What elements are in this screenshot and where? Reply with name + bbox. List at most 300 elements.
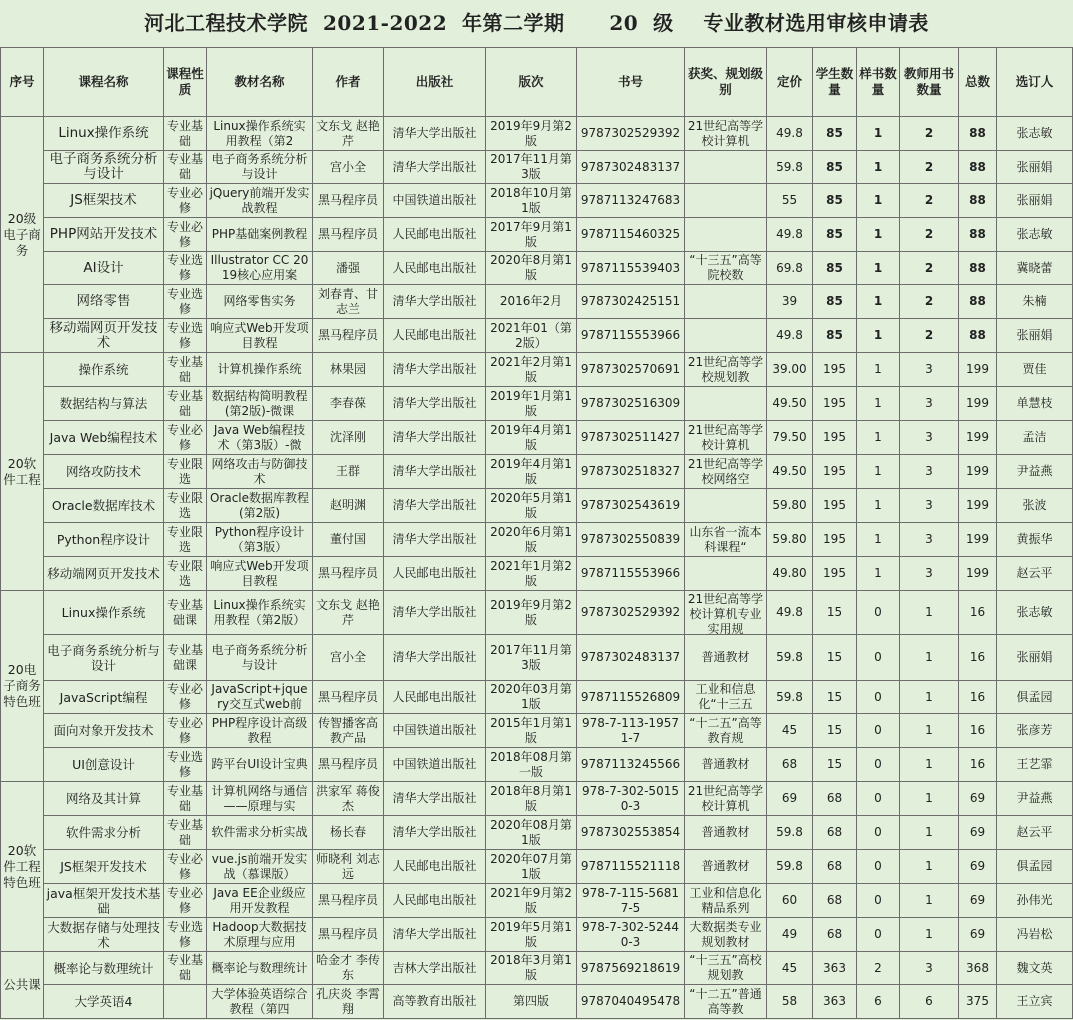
isbn-cell[interactable] bbox=[577, 353, 685, 387]
orderer-cell[interactable] bbox=[997, 557, 1073, 591]
course-name-cell[interactable] bbox=[44, 353, 164, 387]
textbook-name-cell[interactable] bbox=[207, 850, 313, 884]
course-name-cell[interactable] bbox=[44, 985, 164, 1019]
award-cell[interactable] bbox=[685, 184, 767, 218]
teacher-copy-cell[interactable] bbox=[900, 850, 959, 884]
group-label-cell[interactable]: 公共课 bbox=[1, 952, 44, 1019]
author-cell[interactable] bbox=[313, 918, 384, 952]
edition-cell[interactable] bbox=[486, 952, 577, 985]
student-count-cell[interactable] bbox=[813, 782, 857, 816]
publisher-cell[interactable] bbox=[384, 117, 486, 151]
orderer-cell[interactable] bbox=[997, 884, 1073, 918]
course-name-cell[interactable] bbox=[44, 850, 164, 884]
author-cell[interactable] bbox=[313, 681, 384, 714]
award-cell[interactable] bbox=[685, 591, 767, 635]
award-cell[interactable] bbox=[685, 117, 767, 151]
edition-cell[interactable] bbox=[486, 681, 577, 714]
course-type-cell[interactable] bbox=[164, 918, 207, 952]
student-count-cell[interactable] bbox=[813, 387, 857, 421]
total-cell[interactable] bbox=[959, 218, 997, 252]
edition-cell[interactable] bbox=[486, 489, 577, 523]
publisher-cell[interactable] bbox=[384, 884, 486, 918]
teacher-copy-cell[interactable] bbox=[900, 557, 959, 591]
award-cell[interactable] bbox=[685, 252, 767, 285]
price-cell[interactable] bbox=[767, 591, 813, 635]
total-cell[interactable] bbox=[959, 557, 997, 591]
course-name-cell[interactable] bbox=[44, 489, 164, 523]
award-cell[interactable] bbox=[685, 523, 767, 557]
course-type-cell[interactable] bbox=[164, 489, 207, 523]
isbn-cell[interactable] bbox=[577, 151, 685, 184]
course-type-cell[interactable] bbox=[164, 816, 207, 850]
orderer-cell[interactable] bbox=[997, 714, 1073, 748]
isbn-cell[interactable] bbox=[577, 952, 685, 985]
award-cell[interactable] bbox=[685, 714, 767, 748]
award-cell[interactable] bbox=[685, 455, 767, 489]
publisher-cell[interactable] bbox=[384, 918, 486, 952]
isbn-cell[interactable] bbox=[577, 816, 685, 850]
orderer-cell[interactable] bbox=[997, 952, 1073, 985]
student-count-cell[interactable] bbox=[813, 884, 857, 918]
publisher-cell[interactable] bbox=[384, 319, 486, 353]
column-header[interactable]: 课程名称 bbox=[44, 48, 164, 117]
course-name-cell[interactable] bbox=[44, 523, 164, 557]
orderer-cell[interactable] bbox=[997, 918, 1073, 952]
award-cell[interactable] bbox=[685, 816, 767, 850]
column-header[interactable]: 书号 bbox=[577, 48, 685, 117]
author-cell[interactable] bbox=[313, 884, 384, 918]
teacher-copy-cell[interactable] bbox=[900, 782, 959, 816]
student-count-cell[interactable] bbox=[813, 635, 857, 681]
course-type-cell[interactable] bbox=[164, 353, 207, 387]
isbn-cell[interactable] bbox=[577, 489, 685, 523]
author-cell[interactable] bbox=[313, 952, 384, 985]
student-count-cell[interactable] bbox=[813, 523, 857, 557]
award-cell[interactable] bbox=[685, 489, 767, 523]
publisher-cell[interactable] bbox=[384, 285, 486, 319]
course-name-cell[interactable] bbox=[44, 184, 164, 218]
isbn-cell[interactable] bbox=[577, 218, 685, 252]
publisher-cell[interactable] bbox=[384, 985, 486, 1019]
total-cell[interactable] bbox=[959, 816, 997, 850]
sample-count-cell[interactable] bbox=[857, 319, 900, 353]
teacher-copy-cell[interactable] bbox=[900, 151, 959, 184]
sample-count-cell[interactable] bbox=[857, 782, 900, 816]
edition-cell[interactable] bbox=[486, 884, 577, 918]
isbn-cell[interactable] bbox=[577, 985, 685, 1019]
price-cell[interactable] bbox=[767, 353, 813, 387]
textbook-name-cell[interactable] bbox=[207, 151, 313, 184]
student-count-cell[interactable] bbox=[813, 455, 857, 489]
orderer-cell[interactable] bbox=[997, 591, 1073, 635]
orderer-cell[interactable] bbox=[997, 184, 1073, 218]
course-name-cell[interactable] bbox=[44, 455, 164, 489]
sample-count-cell[interactable] bbox=[857, 353, 900, 387]
price-cell[interactable] bbox=[767, 252, 813, 285]
price-cell[interactable] bbox=[767, 117, 813, 151]
sample-count-cell[interactable] bbox=[857, 184, 900, 218]
publisher-cell[interactable] bbox=[384, 557, 486, 591]
group-label-cell[interactable]: 20电子商务特色班 bbox=[1, 591, 44, 782]
course-name-cell[interactable] bbox=[44, 557, 164, 591]
isbn-cell[interactable] bbox=[577, 884, 685, 918]
author-cell[interactable] bbox=[313, 635, 384, 681]
sample-count-cell[interactable] bbox=[857, 591, 900, 635]
student-count-cell[interactable] bbox=[813, 850, 857, 884]
sample-count-cell[interactable] bbox=[857, 117, 900, 151]
course-name-cell[interactable] bbox=[44, 884, 164, 918]
student-count-cell[interactable] bbox=[813, 748, 857, 782]
course-name-cell[interactable] bbox=[44, 387, 164, 421]
total-cell[interactable] bbox=[959, 748, 997, 782]
edition-cell[interactable] bbox=[486, 285, 577, 319]
publisher-cell[interactable] bbox=[384, 681, 486, 714]
price-cell[interactable] bbox=[767, 985, 813, 1019]
price-cell[interactable] bbox=[767, 635, 813, 681]
edition-cell[interactable] bbox=[486, 455, 577, 489]
total-cell[interactable] bbox=[959, 782, 997, 816]
teacher-copy-cell[interactable] bbox=[900, 985, 959, 1019]
publisher-cell[interactable] bbox=[384, 151, 486, 184]
total-cell[interactable] bbox=[959, 523, 997, 557]
textbook-name-cell[interactable] bbox=[207, 319, 313, 353]
sample-count-cell[interactable] bbox=[857, 557, 900, 591]
student-count-cell[interactable] bbox=[813, 421, 857, 455]
student-count-cell[interactable] bbox=[813, 252, 857, 285]
isbn-cell[interactable] bbox=[577, 782, 685, 816]
course-type-cell[interactable] bbox=[164, 850, 207, 884]
author-cell[interactable] bbox=[313, 985, 384, 1019]
sample-count-cell[interactable] bbox=[857, 918, 900, 952]
publisher-cell[interactable] bbox=[384, 252, 486, 285]
price-cell[interactable] bbox=[767, 184, 813, 218]
course-name-cell[interactable] bbox=[44, 218, 164, 252]
orderer-cell[interactable] bbox=[997, 151, 1073, 184]
price-cell[interactable] bbox=[767, 285, 813, 319]
column-header[interactable]: 教材名称 bbox=[207, 48, 313, 117]
sample-count-cell[interactable] bbox=[857, 523, 900, 557]
teacher-copy-cell[interactable] bbox=[900, 952, 959, 985]
course-name-cell[interactable] bbox=[44, 591, 164, 635]
student-count-cell[interactable] bbox=[813, 591, 857, 635]
teacher-copy-cell[interactable] bbox=[900, 523, 959, 557]
orderer-cell[interactable] bbox=[997, 455, 1073, 489]
course-name-cell[interactable] bbox=[44, 952, 164, 985]
total-cell[interactable] bbox=[959, 252, 997, 285]
sample-count-cell[interactable] bbox=[857, 748, 900, 782]
textbook-name-cell[interactable] bbox=[207, 952, 313, 985]
isbn-cell[interactable] bbox=[577, 748, 685, 782]
course-type-cell[interactable] bbox=[164, 782, 207, 816]
column-header[interactable]: 出版社 bbox=[384, 48, 486, 117]
award-cell[interactable] bbox=[685, 285, 767, 319]
publisher-cell[interactable] bbox=[384, 455, 486, 489]
course-type-cell[interactable] bbox=[164, 714, 207, 748]
teacher-copy-cell[interactable] bbox=[900, 489, 959, 523]
price-cell[interactable] bbox=[767, 714, 813, 748]
isbn-cell[interactable] bbox=[577, 455, 685, 489]
price-cell[interactable] bbox=[767, 918, 813, 952]
award-cell[interactable] bbox=[685, 151, 767, 184]
isbn-cell[interactable] bbox=[577, 285, 685, 319]
column-header[interactable]: 序号 bbox=[1, 48, 44, 117]
publisher-cell[interactable] bbox=[384, 184, 486, 218]
price-cell[interactable] bbox=[767, 952, 813, 985]
course-type-cell[interactable] bbox=[164, 218, 207, 252]
student-count-cell[interactable] bbox=[813, 285, 857, 319]
isbn-cell[interactable] bbox=[577, 591, 685, 635]
sample-count-cell[interactable] bbox=[857, 218, 900, 252]
textbook-name-cell[interactable] bbox=[207, 635, 313, 681]
award-cell[interactable] bbox=[685, 635, 767, 681]
group-label-cell[interactable]: 20软件工程特色班 bbox=[1, 782, 44, 952]
award-cell[interactable] bbox=[685, 918, 767, 952]
award-cell[interactable] bbox=[685, 557, 767, 591]
publisher-cell[interactable] bbox=[384, 850, 486, 884]
group-label-cell[interactable]: 20软件工程 bbox=[1, 353, 44, 591]
total-cell[interactable] bbox=[959, 591, 997, 635]
student-count-cell[interactable] bbox=[813, 681, 857, 714]
award-cell[interactable] bbox=[685, 985, 767, 1019]
publisher-cell[interactable] bbox=[384, 782, 486, 816]
teacher-copy-cell[interactable] bbox=[900, 681, 959, 714]
course-type-cell[interactable] bbox=[164, 252, 207, 285]
sample-count-cell[interactable] bbox=[857, 421, 900, 455]
total-cell[interactable] bbox=[959, 918, 997, 952]
award-cell[interactable] bbox=[685, 681, 767, 714]
teacher-copy-cell[interactable] bbox=[900, 218, 959, 252]
sample-count-cell[interactable] bbox=[857, 455, 900, 489]
course-type-cell[interactable] bbox=[164, 151, 207, 184]
isbn-cell[interactable] bbox=[577, 557, 685, 591]
author-cell[interactable] bbox=[313, 782, 384, 816]
student-count-cell[interactable] bbox=[813, 218, 857, 252]
isbn-cell[interactable] bbox=[577, 387, 685, 421]
publisher-cell[interactable] bbox=[384, 635, 486, 681]
course-name-cell[interactable] bbox=[44, 151, 164, 184]
course-name-cell[interactable] bbox=[44, 117, 164, 151]
textbook-name-cell[interactable] bbox=[207, 714, 313, 748]
publisher-cell[interactable] bbox=[384, 591, 486, 635]
price-cell[interactable] bbox=[767, 782, 813, 816]
orderer-cell[interactable] bbox=[997, 218, 1073, 252]
student-count-cell[interactable] bbox=[813, 353, 857, 387]
edition-cell[interactable] bbox=[486, 353, 577, 387]
edition-cell[interactable] bbox=[486, 635, 577, 681]
orderer-cell[interactable] bbox=[997, 748, 1073, 782]
award-cell[interactable] bbox=[685, 850, 767, 884]
sample-count-cell[interactable] bbox=[857, 635, 900, 681]
award-cell[interactable] bbox=[685, 421, 767, 455]
teacher-copy-cell[interactable] bbox=[900, 421, 959, 455]
student-count-cell[interactable] bbox=[813, 151, 857, 184]
isbn-cell[interactable] bbox=[577, 850, 685, 884]
isbn-cell[interactable] bbox=[577, 117, 685, 151]
price-cell[interactable] bbox=[767, 816, 813, 850]
total-cell[interactable] bbox=[959, 850, 997, 884]
publisher-cell[interactable] bbox=[384, 421, 486, 455]
author-cell[interactable] bbox=[313, 816, 384, 850]
textbook-name-cell[interactable] bbox=[207, 353, 313, 387]
student-count-cell[interactable] bbox=[813, 816, 857, 850]
award-cell[interactable] bbox=[685, 218, 767, 252]
price-cell[interactable] bbox=[767, 218, 813, 252]
textbook-name-cell[interactable] bbox=[207, 184, 313, 218]
column-header[interactable]: 选订人 bbox=[997, 48, 1073, 117]
teacher-copy-cell[interactable] bbox=[900, 635, 959, 681]
group-label-cell[interactable]: 20级电子商务 bbox=[1, 117, 44, 353]
award-cell[interactable] bbox=[685, 748, 767, 782]
sample-count-cell[interactable] bbox=[857, 151, 900, 184]
orderer-cell[interactable] bbox=[997, 285, 1073, 319]
course-name-cell[interactable] bbox=[44, 252, 164, 285]
teacher-copy-cell[interactable] bbox=[900, 252, 959, 285]
edition-cell[interactable] bbox=[486, 252, 577, 285]
total-cell[interactable] bbox=[959, 884, 997, 918]
author-cell[interactable] bbox=[313, 218, 384, 252]
student-count-cell[interactable] bbox=[813, 184, 857, 218]
edition-cell[interactable] bbox=[486, 782, 577, 816]
sample-count-cell[interactable] bbox=[857, 252, 900, 285]
author-cell[interactable] bbox=[313, 252, 384, 285]
textbook-name-cell[interactable] bbox=[207, 816, 313, 850]
course-type-cell[interactable] bbox=[164, 421, 207, 455]
price-cell[interactable] bbox=[767, 523, 813, 557]
teacher-copy-cell[interactable] bbox=[900, 285, 959, 319]
edition-cell[interactable] bbox=[486, 421, 577, 455]
column-header[interactable]: 版次 bbox=[486, 48, 577, 117]
author-cell[interactable] bbox=[313, 117, 384, 151]
textbook-name-cell[interactable] bbox=[207, 782, 313, 816]
edition-cell[interactable] bbox=[486, 918, 577, 952]
textbook-name-cell[interactable] bbox=[207, 117, 313, 151]
course-type-cell[interactable] bbox=[164, 557, 207, 591]
publisher-cell[interactable] bbox=[384, 387, 486, 421]
total-cell[interactable] bbox=[959, 952, 997, 985]
edition-cell[interactable] bbox=[486, 523, 577, 557]
column-header[interactable]: 作者 bbox=[313, 48, 384, 117]
price-cell[interactable] bbox=[767, 387, 813, 421]
teacher-copy-cell[interactable] bbox=[900, 117, 959, 151]
edition-cell[interactable] bbox=[486, 748, 577, 782]
sample-count-cell[interactable] bbox=[857, 387, 900, 421]
course-name-cell[interactable] bbox=[44, 635, 164, 681]
teacher-copy-cell[interactable] bbox=[900, 455, 959, 489]
course-name-cell[interactable] bbox=[44, 319, 164, 353]
price-cell[interactable] bbox=[767, 884, 813, 918]
orderer-cell[interactable] bbox=[997, 489, 1073, 523]
isbn-cell[interactable] bbox=[577, 252, 685, 285]
textbook-name-cell[interactable] bbox=[207, 748, 313, 782]
isbn-cell[interactable] bbox=[577, 523, 685, 557]
textbook-name-cell[interactable] bbox=[207, 489, 313, 523]
teacher-copy-cell[interactable] bbox=[900, 816, 959, 850]
total-cell[interactable] bbox=[959, 353, 997, 387]
edition-cell[interactable] bbox=[486, 184, 577, 218]
isbn-cell[interactable] bbox=[577, 421, 685, 455]
edition-cell[interactable] bbox=[486, 591, 577, 635]
student-count-cell[interactable] bbox=[813, 117, 857, 151]
award-cell[interactable] bbox=[685, 952, 767, 985]
publisher-cell[interactable] bbox=[384, 489, 486, 523]
course-type-cell[interactable] bbox=[164, 319, 207, 353]
price-cell[interactable] bbox=[767, 455, 813, 489]
price-cell[interactable] bbox=[767, 748, 813, 782]
total-cell[interactable] bbox=[959, 184, 997, 218]
sample-count-cell[interactable] bbox=[857, 285, 900, 319]
column-header[interactable]: 学生数量 bbox=[813, 48, 857, 117]
author-cell[interactable] bbox=[313, 387, 384, 421]
textbook-name-cell[interactable] bbox=[207, 918, 313, 952]
course-type-cell[interactable] bbox=[164, 985, 207, 1019]
author-cell[interactable] bbox=[313, 353, 384, 387]
price-cell[interactable] bbox=[767, 421, 813, 455]
author-cell[interactable] bbox=[313, 455, 384, 489]
publisher-cell[interactable] bbox=[384, 523, 486, 557]
award-cell[interactable] bbox=[685, 387, 767, 421]
student-count-cell[interactable] bbox=[813, 952, 857, 985]
teacher-copy-cell[interactable] bbox=[900, 591, 959, 635]
textbook-name-cell[interactable] bbox=[207, 218, 313, 252]
total-cell[interactable] bbox=[959, 387, 997, 421]
column-header[interactable]: 总数 bbox=[959, 48, 997, 117]
total-cell[interactable] bbox=[959, 985, 997, 1019]
student-count-cell[interactable] bbox=[813, 714, 857, 748]
total-cell[interactable] bbox=[959, 489, 997, 523]
price-cell[interactable] bbox=[767, 489, 813, 523]
teacher-copy-cell[interactable] bbox=[900, 714, 959, 748]
orderer-cell[interactable] bbox=[997, 319, 1073, 353]
publisher-cell[interactable] bbox=[384, 353, 486, 387]
sample-count-cell[interactable] bbox=[857, 489, 900, 523]
edition-cell[interactable] bbox=[486, 117, 577, 151]
isbn-cell[interactable] bbox=[577, 319, 685, 353]
textbook-name-cell[interactable] bbox=[207, 285, 313, 319]
column-header[interactable]: 定价 bbox=[767, 48, 813, 117]
orderer-cell[interactable] bbox=[997, 635, 1073, 681]
publisher-cell[interactable] bbox=[384, 714, 486, 748]
course-type-cell[interactable] bbox=[164, 387, 207, 421]
total-cell[interactable] bbox=[959, 681, 997, 714]
edition-cell[interactable] bbox=[486, 218, 577, 252]
award-cell[interactable] bbox=[685, 353, 767, 387]
total-cell[interactable] bbox=[959, 117, 997, 151]
price-cell[interactable] bbox=[767, 319, 813, 353]
column-header[interactable]: 教师用书数量 bbox=[900, 48, 959, 117]
orderer-cell[interactable] bbox=[997, 681, 1073, 714]
course-name-cell[interactable] bbox=[44, 421, 164, 455]
award-cell[interactable] bbox=[685, 319, 767, 353]
textbook-name-cell[interactable] bbox=[207, 985, 313, 1019]
textbook-name-cell[interactable] bbox=[207, 455, 313, 489]
award-cell[interactable] bbox=[685, 884, 767, 918]
orderer-cell[interactable] bbox=[997, 387, 1073, 421]
publisher-cell[interactable] bbox=[384, 218, 486, 252]
textbook-name-cell[interactable] bbox=[207, 884, 313, 918]
column-header[interactable]: 获奖、规划级别 bbox=[685, 48, 767, 117]
isbn-cell[interactable] bbox=[577, 918, 685, 952]
total-cell[interactable] bbox=[959, 635, 997, 681]
author-cell[interactable] bbox=[313, 714, 384, 748]
author-cell[interactable] bbox=[313, 489, 384, 523]
edition-cell[interactable] bbox=[486, 387, 577, 421]
sample-count-cell[interactable] bbox=[857, 952, 900, 985]
teacher-copy-cell[interactable] bbox=[900, 387, 959, 421]
course-type-cell[interactable] bbox=[164, 748, 207, 782]
publisher-cell[interactable] bbox=[384, 748, 486, 782]
price-cell[interactable] bbox=[767, 557, 813, 591]
orderer-cell[interactable] bbox=[997, 816, 1073, 850]
